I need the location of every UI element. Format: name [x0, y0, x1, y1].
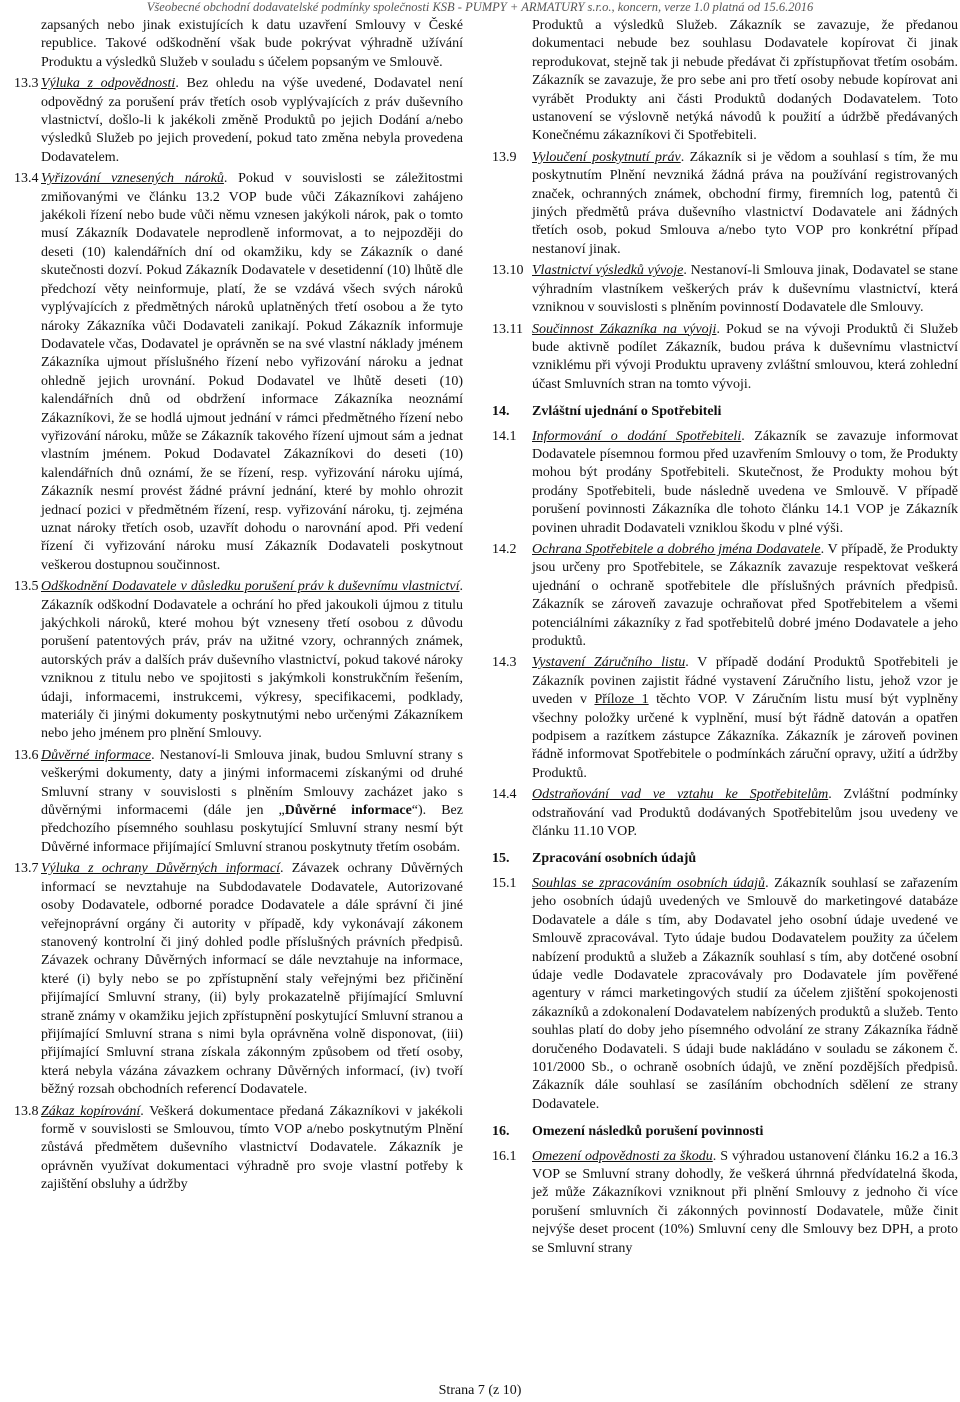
section-number: 13.3 — [14, 76, 39, 92]
section-text: . Bez ohledu na výše uvedené, Dodavatel není odpovědný za porušení práv třetích osob vyplývajících z práv duševního vlastnictví, došlo-li k jakékoli změně Produktů po jejich Dodání a/nebo výsledků Služeb po jejich provedení, pokud tato změna nebyla provedena Dodavatelem. — [41, 76, 463, 165]
section-text: . V případě, že Produkty jsou určeny pro Spotřebitele, se Zákazník zavazuje respektovat veškerá ujednání o ochraně spotřebitele dle příslušných právních předpisů. Zákazník se zároveň zavazuje ochraňovat před Spotřebitelem a všemi potenciálními zákazníky z řad spotřebitelů dobré jméno Dodavatele a jeho produktů. — [532, 541, 959, 649]
section-text: . Nestanoví-li Smlouva jinak, Dodavatel se stane výhradním vlastníkem veškerých práv k duševnímu vlastnictví, která vzniknou v souvislosti s plněním povinností Dodavatele dle Smlouvy. — [532, 263, 958, 316]
section-text: . Pokud v souvislosti se záležitostmi zmiňovanými ve článku 13.2 VOP bude vůči Zákazníkovi zahájeno jakékoli řízení nebo bude vůči němu vznesen jakýkoli nárok, pak o tomto musí Zákazník Dodavatele neprodleně informovat, a to nejpozději do deseti (10) kalendářních dní od okamžiku, kdy se Zákazník o dané skutečnosti dozví. Pokud Zákazník Dodavatele v desetidenní (10) lhůtě dle předchozí věty neinformuje, platí, že se vzdává všech svých nároků vyplývajících z předmětných nároků uplatněných třetí osobou a že tyto nároky Zákazníka vůči Dodavateli zanikají. Pokud Zákazník informuje Dodavatele včas, Dodavatel je oprávněn se na své vlastní náklady jménem Zákazníka ujmout příslušného řízení nebo vyřizování nároku a jednat ohledně jejich urovnání. Pokud Dodavatel ve lhůtě deseti (10) kalendářních dnů od obdržení informace Zákazníka neoznámí Zákazníkovi, že se hodlá ujmout jednání v rámci předmětného řízení nebo vyřizování nároku, může se Zákazník takového řízení ujmout sám a jednat vlastním jménem. Pokud Dodavatel Zákazníkovi do deseti (10) kalendářních dnů oznámí, že se řízení, resp. vyřizování nároku ujímá, Zákazník nesmí provést žádné právní jednání, které by mohlo ohrozit jednací pozici v předmětném řízení, resp. vyřizování nároku, tj. zejména uznat nároky třetích osob, uzavřít dohodu o narovnání apod. Při vedení řízení či vyřizování nároku musí Zákazník Dodavateli poskytnout veškerou dostupnou součinnost. — [41, 171, 463, 573]
section-13-7 — [14, 860, 463, 1099]
section-16-1 — [492, 1148, 958, 1258]
section-13-10 — [492, 262, 958, 317]
section-number: 14.4 — [492, 787, 517, 803]
page-number: Strana 7 (z 10) — [438, 1383, 522, 1398]
heading-title: Zpracování osobních údajů — [532, 851, 697, 867]
section-13-4 — [14, 170, 463, 575]
left-column — [14, 17, 463, 1198]
paragraph: Produktů a výsledků Služeb. Zákazník se zavazuje, že předanou dokumentaci nebude bez souhlasu Dodavatele kopírovat či jinak reprodukovat, stejně tak ji nebude předávat či zpřístupňovat třetím osobám. Zákazník se zavazuje, že pro sebe ani pro třetí osoby nebude kopírovat ani vyrábět Produkty ani části Produktů dodaných Dodavatelem. Toto ustanovení se výslovně netýká návodů k použití a údržbě předávaných Konečnému zákazníkovi či Spotřebiteli. — [532, 18, 958, 144]
section-number: 13.4 — [14, 171, 39, 187]
section-text: . Pokud se na vývoji Produktů či Služeb bude aktivně podílet Zákazník, budou práva k duševnímu vlastnictví vzniklému při vývoji Produktu upraveny zvláštní smlouvou, která zohlední účast Smluvních stran na tomto vývoji. — [532, 321, 958, 392]
section-text: . Zvláštní podmínky odstraňování vad Produktů dodávaných Spotřebitelům jsou uvedeny ve článku 11.10 VOP. — [532, 787, 958, 840]
right-column — [492, 17, 958, 1261]
section-number: 15.1 — [492, 875, 517, 891]
section-14-2 — [492, 541, 958, 651]
section-text: . S výhradou ustanovení článku 16.2 a 16.3 VOP se Smluvní strany dohodly, že veškerá úhrnná předvídatelná škoda, jež může Zákazníkovi vzniknout při plnění Smlouvy z jednoho či více porušení smluvních či zákonných povinností Dodavatele, může činit nejvýše deset procent (10%) Smluvní ceny dle Smlouvy bez DPH, a proto se Smluvní strany — [532, 1148, 958, 1256]
section-text: . Zákazník souhlasí se zařazením jeho osobních údajů uvedených ve Smlouvě do marketingové databáze Dodavatele a dále s tím, aby Dodavatel jeho osobní údaje uvedené ve Smlouvě zpracovával. Tyto údaje budou Dodavatelem použity za účelem nabízení produktů a služeb a Zákazník souhlasí s tím, aby dotčené osobní údaje vedle Dodavatele zpracovávaly pro Dodavatele jím pověřené agentury v rámci marketingových studií za účelem zjištění spokojenosti zákazníků a zdokonalení Dodavatelem nabízených produktů a služeb. Tento souhlas platí do doby jeho písemného odvolání ze strany Zákazníka řádně doručeného Dodavateli. S údaji bude nakládáno v souladu se zákonem č. 101/2000 Sb., o ochraně osobních údajů, ve znění pozdějších předpisů. Zákazník dále souhlasí se zasíláním obchodních sdělení ze strany Dodavatele. — [532, 875, 958, 1112]
section-13-3 — [14, 75, 463, 167]
section-number: 14.1 — [492, 428, 517, 444]
section-15-1 — [492, 875, 958, 1114]
section-number: 13.10 — [492, 263, 524, 279]
section-14-4 — [492, 786, 958, 841]
section-title: Vystavení Záručního listu — [532, 655, 686, 671]
section-number: 14.2 — [492, 541, 517, 557]
page-header: Všeobecné obchodní dodavatelské podmínky společnosti KSB - PUMPY + ARMATURY s.r.o., koncern, verze 1.0 platná od 15.6.2016 — [146, 0, 814, 14]
section-title: Vyřizování vznesených nároků — [41, 171, 224, 187]
heading-title: Zvláštní ujednání o Spotřebiteli — [532, 404, 722, 420]
section-title: Odstraňování vad ve vztahu ke Spotřebitelům — [532, 787, 829, 803]
section-number: 14.3 — [492, 655, 517, 671]
heading-number: 16. — [492, 1124, 510, 1140]
section-text: . V případě dodání Produktů Spotřebiteli je Zákazník povinen zajistit řádné vystavení Záručního listu, jehož vzor je uveden v — [532, 655, 959, 708]
section-text: těchto VOP. V Záručním listu musí být vyplněny všechny položky určené k vyplnění, musí být řádně datován a opatřen podpisem a razítkem zástupce Zákazníka. Zákazník je zároveň povinen řádně informovat Spotřebitele o podmínkách záruční opravy, užití a údržby Produktů. — [532, 692, 958, 781]
section-title: Ochrana Spotřebitele a dobrého jména Dodavatele — [532, 541, 821, 557]
section-title: Informování o dodání Spotřebiteli — [532, 428, 742, 444]
section-text: . Závazek ochrany Důvěrných informací se nevztahuje na Subdodavatele Dodavatele, Autorizované osoby Dodavatele, odborné poradce Dodavatele a dále správní či jiné veřejnoprávní orgány či autority v případě, kdy vykonávají zákonem stanovený kontrolní či jiný dohled podle příslušných právních předpisů. Závazek ochrany Důvěrných informací se dále nevztahuje na informace, které (i) byly nebo se po zpřístupnění staly veřejnými bez přičinění přijímající Smluvní strany, (ii) byly prokazatelně přijímající Smluvní straně známy v okamžiku jejich zpřístupnění poskytující Smluvní stranou a přijímající Smluvní strana s nimi byla oprávněna volně disponovat, (iii) přijímající Smluvní strana získala zákonným způsobem od třetí osoby, která nebyla vázána závazkem ochrany Důvěrných informací, (iv) tvoří běžný rozsah obchodních referencí Dodavatele. — [41, 861, 463, 1098]
section-text: . Zákazník odškodní Dodavatele a ochrání ho před jakoukoli újmou z titulu jakýchkoli nároků, které mohou být vzneseny třetí osobou z důvodu porušení patentových práv, práv na užitné vzory, ochranných známek, autorských práv a dalších práv duševního vlastnictví, pokud takové nároky vzniknou z titulu nebo ve spojitosti s jakýmkoli konstrukčním řešením, údaji, informacemi, instrukcemi, výkresy, specifikacemi, podklady, materiály či jinými dokumenty poskytnutými nebo určenými Zákazníkem nebo jeho jménem pro plnění Smlouvy. — [41, 579, 463, 742]
annex-link[interactable]: Příloze 1 — [594, 692, 649, 708]
section-number: 13.9 — [492, 149, 517, 165]
heading-number: 15. — [492, 851, 510, 867]
heading-16 — [492, 1123, 958, 1141]
section-text: “). Bez předchozího písemného souhlasu poskytující Smluvní strany nesmí být Důvěrné informace přijímající Smluvní stranou poskytnuty třetím osobám. — [41, 803, 463, 855]
section-number: 13.11 — [492, 321, 523, 337]
section-title: Zákaz kopírování — [41, 1103, 141, 1119]
heading-number: 14. — [492, 404, 510, 420]
section-number: 13.5 — [14, 579, 39, 595]
heading-14 — [492, 403, 958, 421]
section-title: Souhlas se zpracováním osobních údajů — [532, 875, 766, 891]
section-14-1 — [492, 428, 958, 538]
section-title: Výluka z odpovědnosti — [41, 76, 176, 92]
section-13-6 — [14, 747, 463, 857]
section-title: Vyloučení poskytnutí práv — [532, 149, 681, 165]
section-number: 13.6 — [14, 747, 39, 763]
section-number: 13.7 — [14, 861, 39, 877]
defined-term: Důvěrné informace — [284, 803, 412, 819]
section-title: Omezení odpovědnosti za škodu — [532, 1148, 713, 1164]
section-title: Odškodnění Dodavatele v důsledku porušení práv k duševnímu vlastnictví — [41, 579, 460, 595]
heading-title: Omezení následků porušení povinnosti — [532, 1124, 764, 1140]
section-number: 13.8 — [14, 1103, 39, 1119]
section-title: Výluka z ochrany Důvěrných informací — [41, 861, 281, 877]
section-14-3 — [492, 654, 958, 783]
section-number: 16.1 — [492, 1148, 517, 1164]
section-text: . Zákazník se zavazuje informovat Dodavatele písemnou formou před uzavřením Smlouvy o tom, že Produkty mohou být prodány Spotřebiteli. Skutečnost, že Produkty mohou být prodány Spotřebiteli, bude následně uvedena ve Smlouvě. V případě porušení povinnosti Zákazníka dle tohoto článku 14.1 VOP je Zákazník povinen uhradit Dodavateli vzniklou škodu v plné výši. — [532, 428, 958, 536]
section-title: Součinnost Zákazníka na vývoji — [532, 321, 717, 337]
section-title: Důvěrné informace — [41, 747, 152, 763]
section-title: Vlastnictví výsledků vývoje — [532, 263, 684, 279]
section-text: . Zákazník si je vědom a souhlasí s tím, že mu poskytnutím Plnění nevzniká žádná práva na používání registrovaných značek, ochranných známek, obchodní firmy, firemních log, patentů či jiných předmětů práva duševního vlastnictví Dodavatele ani žádných třetích osob, pokud Smlouva a/nebo tyto VOP pro konkrétní případ nestanoví jinak. — [532, 149, 958, 257]
heading-15 — [492, 850, 958, 868]
section-text: . Veškerá dokumentace předaná Zákazníkovi v jakékoli formě v souvislosti se Smlouvou, tímto VOP a/nebo poskytnutým Plnění zůstává předmětem duševního vlastnictví Dodavatele. Zákazník je oprávněn využívat dokumentaci výhradně pro svoje vlastní potřeby k zajištění obsluhy a údržby — [41, 1103, 463, 1193]
section-13-8 — [14, 1103, 463, 1195]
section-13-9 — [492, 149, 958, 259]
section-text: . Nestanoví-li Smlouva jinak, budou Smluvní strany s veškerými dokumenty, daty a jinými informacemi získanými od druhé Smluvní strany v souvislosti s plněním Smlouvy zacházet jako s důvěrnými informacemi (dále jen „ — [41, 747, 463, 819]
section-13-11 — [492, 321, 958, 395]
section-13-5 — [14, 578, 463, 744]
paragraph: zapsaných nebo jinak existujících k datu uzavření Smlouvy v České republice. Takové odškodnění však bude pokrývat výhradně užívání Produktu a výsledků Služeb v souladu s účelem popsaným ve Smlouvě. — [41, 18, 463, 70]
